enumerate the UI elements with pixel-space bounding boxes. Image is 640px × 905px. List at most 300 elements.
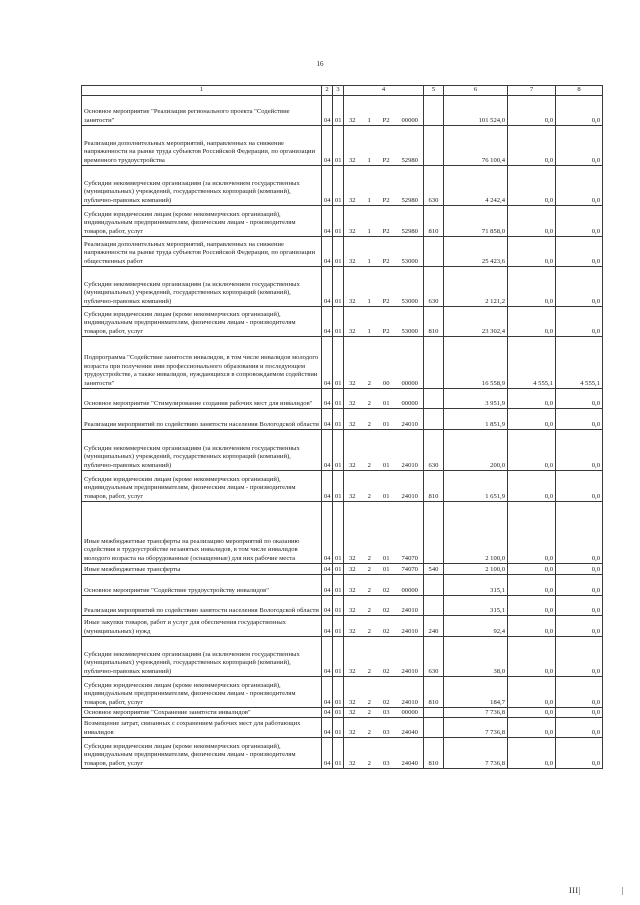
row-csr-cell <box>344 96 424 126</box>
row-gr-cell: 04 <box>322 718 333 738</box>
page-number: 16 <box>316 60 324 68</box>
header-cell: 5 <box>424 86 444 96</box>
row-pz-cell: 01 <box>333 126 344 166</box>
csr-code-part: 02 <box>382 606 390 614</box>
row-gr-cell: 04 <box>322 237 333 267</box>
row-vr-cell <box>424 502 444 564</box>
csr-code-part: 24010 <box>401 667 418 675</box>
row-vr-cell: 810 <box>424 471 444 502</box>
csr-code <box>346 462 421 470</box>
csr-code <box>346 628 421 636</box>
row-pz-cell: 01 <box>333 596 344 616</box>
row-csr-cell <box>344 677 424 708</box>
row-vr-cell: 630 <box>424 166 444 206</box>
row-pz-cell: 01 <box>333 267 344 307</box>
row-vr-cell: 810 <box>424 738 444 769</box>
row-amount-2021-cell: 71 858,0 <box>444 206 508 237</box>
csr-code-part: 52980 <box>401 196 418 204</box>
csr-code-part: P2 <box>382 327 390 335</box>
table-row <box>82 502 603 564</box>
row-amount-2023-cell: 0,0 <box>556 708 603 718</box>
row-pz-cell: 01 <box>333 708 344 718</box>
csr-code-part: 02 <box>382 627 390 635</box>
row-gr-cell: 04 <box>322 502 333 564</box>
row-vr-cell: 630 <box>424 267 444 307</box>
table-row <box>82 126 603 166</box>
row-amount-2023-cell: 0,0 <box>556 126 603 166</box>
csr-code <box>346 587 421 595</box>
csr-code-part: 00000 <box>401 379 418 387</box>
row-name-cell: Реализация мероприятий по содействию занятости населения Вологодской области <box>82 409 322 430</box>
row-name-cell: Основное мероприятие "Реализация регионального проекта "Содействие занятости" <box>82 96 322 126</box>
row-gr-cell: 04 <box>322 708 333 718</box>
table-row <box>82 677 603 708</box>
header-cell: 2 <box>322 86 333 96</box>
row-amount-2023-cell: 0,0 <box>556 718 603 738</box>
table-row <box>82 206 603 237</box>
row-name-cell: Подпрограмма "Содействие занятости инвалидов, в том числе инвалидов молодого возраста при получении ими профессионального образования и последующем трудоустройстве, а также инвалидов, нуждающихся в сопровождаемом содействии занятости" <box>82 337 322 389</box>
row-pz-cell: 01 <box>333 206 344 237</box>
csr-code <box>346 117 421 125</box>
row-vr-cell <box>424 409 444 430</box>
header-cell: 1 <box>82 86 322 96</box>
row-csr-cell <box>344 267 424 307</box>
row-vr-cell <box>424 337 444 389</box>
row-amount-2022-cell: 0,0 <box>508 718 556 738</box>
csr-code <box>346 699 421 707</box>
row-amount-2023-cell: 0,0 <box>556 389 603 409</box>
row-csr-cell <box>344 718 424 738</box>
row-name-cell: Возмещение затрат, связанных с сохранением рабочих мест для работающих инвалидов <box>82 718 322 738</box>
row-pz-cell: 01 <box>333 237 344 267</box>
csr-code-part: 2 <box>367 586 371 594</box>
row-name-cell: Субсидии юридическим лицам (кроме некоммерческих организаций), индивидуальным предпринимателям, физическим лицам - производителям товаров, работ, услуг <box>82 206 322 237</box>
csr-code-part: 32 <box>349 606 356 614</box>
row-vr-cell <box>424 575 444 596</box>
row-name-cell: Основное мероприятие "Сохранение занятости инвалидов" <box>82 708 322 718</box>
csr-code-part: P2 <box>382 196 390 204</box>
csr-code-part: 32 <box>349 698 356 706</box>
row-amount-2021-cell: 315,1 <box>444 575 508 596</box>
row-amount-2023-cell: 0,0 <box>556 564 603 575</box>
row-amount-2022-cell: 0,0 <box>508 637 556 677</box>
row-gr-cell: 04 <box>322 637 333 677</box>
row-gr-cell: 04 <box>322 409 333 430</box>
csr-code-part: 1 <box>367 297 371 305</box>
row-csr-cell <box>344 471 424 502</box>
csr-code-part: 00 <box>382 379 390 387</box>
row-name-cell: Иные межбюджетные трансферты <box>82 564 322 575</box>
csr-code-part: 32 <box>349 554 356 562</box>
table-row <box>82 430 603 471</box>
row-amount-2022-cell: 0,0 <box>508 596 556 616</box>
csr-code <box>346 298 421 306</box>
row-amount-2021-cell: 38,0 <box>444 637 508 677</box>
table-row <box>82 564 603 575</box>
csr-code-part: 32 <box>349 156 356 164</box>
table-row <box>82 166 603 206</box>
row-csr-cell <box>344 616 424 637</box>
csr-code-part: 53000 <box>401 297 418 305</box>
csr-code-part: 02 <box>382 667 390 675</box>
csr-code-part: 2 <box>367 399 371 407</box>
csr-code-part: 32 <box>349 257 356 265</box>
csr-code-part: 1 <box>367 227 371 235</box>
csr-code <box>346 555 421 563</box>
row-amount-2021-cell: 25 423,6 <box>444 237 508 267</box>
csr-code-part: 32 <box>349 227 356 235</box>
row-name-cell: Иные закупки товаров, работ и услуг для обеспечения государственных (муниципальных) нужд <box>82 616 322 637</box>
row-amount-2023-cell: 0,0 <box>556 237 603 267</box>
row-pz-cell: 01 <box>333 430 344 471</box>
csr-code-part: P2 <box>382 156 390 164</box>
row-vr-cell <box>424 708 444 718</box>
table-row <box>82 738 603 769</box>
row-amount-2021-cell: 3 951,9 <box>444 389 508 409</box>
row-csr-cell <box>344 637 424 677</box>
row-name-cell: Основное мероприятие "Стимулирование создания рабочих мест для инвалидов" <box>82 389 322 409</box>
csr-code-part: 1 <box>367 116 371 124</box>
row-amount-2023-cell: 0,0 <box>556 307 603 337</box>
csr-code-part: 32 <box>349 399 356 407</box>
row-amount-2021-cell: 1 651,9 <box>444 471 508 502</box>
row-amount-2022-cell: 0,0 <box>508 738 556 769</box>
row-name-cell: Субсидии юридическим лицам (кроме некоммерческих организаций), индивидуальным предпринимателям, физическим лицам - производителям товаров, работ, услуг <box>82 738 322 769</box>
row-amount-2021-cell: 7 736,8 <box>444 738 508 769</box>
table-row <box>82 596 603 616</box>
row-gr-cell: 04 <box>322 575 333 596</box>
row-amount-2021-cell: 1 851,9 <box>444 409 508 430</box>
row-csr-cell <box>344 596 424 616</box>
row-amount-2021-cell: 2 100,0 <box>444 502 508 564</box>
table-row <box>82 637 603 677</box>
budget-table <box>81 85 603 769</box>
row-pz-cell: 01 <box>333 718 344 738</box>
csr-code-part: 2 <box>367 606 371 614</box>
csr-code-part: 2 <box>367 708 371 716</box>
row-gr-cell: 04 <box>322 307 333 337</box>
csr-code <box>346 729 421 737</box>
csr-code <box>346 760 421 768</box>
row-vr-cell <box>424 96 444 126</box>
footer-mark: III| <box>569 886 581 895</box>
csr-code <box>346 197 421 205</box>
row-amount-2022-cell: 0,0 <box>508 564 556 575</box>
csr-code-part: 53000 <box>401 257 418 265</box>
csr-code-part: 2 <box>367 565 371 573</box>
csr-code-part: 52980 <box>401 156 418 164</box>
csr-code-part: 2 <box>367 627 371 635</box>
csr-code-part: 03 <box>382 728 390 736</box>
footer-tick: | <box>622 886 624 895</box>
csr-code-part: 00000 <box>401 708 418 716</box>
row-pz-cell: 01 <box>333 166 344 206</box>
row-gr-cell: 04 <box>322 430 333 471</box>
row-amount-2021-cell: 23 302,4 <box>444 307 508 337</box>
row-amount-2023-cell: 0,0 <box>556 502 603 564</box>
row-csr-cell <box>344 126 424 166</box>
csr-code <box>346 566 421 574</box>
row-amount-2021-cell: 2 121,2 <box>444 267 508 307</box>
row-vr-cell: 810 <box>424 206 444 237</box>
row-amount-2022-cell: 0,0 <box>508 677 556 708</box>
csr-code-part: 2 <box>367 420 371 428</box>
row-amount-2023-cell: 0,0 <box>556 471 603 502</box>
csr-code-part: 74070 <box>401 565 418 573</box>
row-amount-2023-cell: 0,0 <box>556 575 603 596</box>
csr-code-part: 00000 <box>401 116 418 124</box>
csr-code-part: 24010 <box>401 698 418 706</box>
csr-code <box>346 400 421 408</box>
row-amount-2023-cell: 0,0 <box>556 409 603 430</box>
table-row <box>82 718 603 738</box>
row-csr-cell <box>344 237 424 267</box>
csr-code-part: 32 <box>349 420 356 428</box>
row-gr-cell: 04 <box>322 206 333 237</box>
header-cell: 6 <box>444 86 508 96</box>
table-row <box>82 471 603 502</box>
row-amount-2021-cell: 4 242,4 <box>444 166 508 206</box>
csr-code-part: 1 <box>367 196 371 204</box>
row-amount-2023-cell: 0,0 <box>556 267 603 307</box>
csr-code-part: 01 <box>382 565 390 573</box>
csr-code-part: 00000 <box>401 586 418 594</box>
row-amount-2023-cell: 0,0 <box>556 596 603 616</box>
row-pz-cell: 01 <box>333 616 344 637</box>
csr-code-part: 24040 <box>401 728 418 736</box>
csr-code-part: 32 <box>349 492 356 500</box>
row-amount-2023-cell: 0,0 <box>556 637 603 677</box>
csr-code-part: P2 <box>382 257 390 265</box>
row-amount-2022-cell: 0,0 <box>508 307 556 337</box>
csr-code <box>346 668 421 676</box>
csr-code-part: 32 <box>349 461 356 469</box>
csr-code-part: 32 <box>349 728 356 736</box>
table-row <box>82 575 603 596</box>
header-cell: 3 <box>333 86 344 96</box>
row-amount-2022-cell: 0,0 <box>508 166 556 206</box>
row-name-cell: Субсидии юридическим лицам (кроме некоммерческих организаций), индивидуальным предпринимателям, физическим лицам - производителям товаров, работ, услуг <box>82 307 322 337</box>
csr-code-part: 03 <box>382 759 390 767</box>
row-vr-cell: 810 <box>424 677 444 708</box>
row-amount-2022-cell: 0,0 <box>508 502 556 564</box>
row-amount-2022-cell: 0,0 <box>508 389 556 409</box>
row-csr-cell <box>344 564 424 575</box>
csr-code <box>346 157 421 165</box>
csr-code <box>346 228 421 236</box>
csr-code-part: 32 <box>349 759 356 767</box>
row-amount-2023-cell: 0,0 <box>556 430 603 471</box>
csr-code-part: 01 <box>382 554 390 562</box>
row-csr-cell <box>344 166 424 206</box>
row-amount-2021-cell: 315,1 <box>444 596 508 616</box>
row-vr-cell <box>424 718 444 738</box>
row-amount-2022-cell: 0,0 <box>508 96 556 126</box>
row-gr-cell: 04 <box>322 596 333 616</box>
row-vr-cell <box>424 126 444 166</box>
row-amount-2023-cell: 0,0 <box>556 206 603 237</box>
row-pz-cell: 01 <box>333 738 344 769</box>
row-pz-cell: 01 <box>333 575 344 596</box>
row-amount-2021-cell: 2 100,0 <box>444 564 508 575</box>
table-row <box>82 389 603 409</box>
csr-code-part: 32 <box>349 565 356 573</box>
row-amount-2022-cell: 0,0 <box>508 409 556 430</box>
header-cell: 4 <box>344 86 424 96</box>
csr-code-part: 24010 <box>401 606 418 614</box>
row-amount-2021-cell: 76 100,4 <box>444 126 508 166</box>
row-gr-cell: 04 <box>322 126 333 166</box>
csr-code-part: 24010 <box>401 492 418 500</box>
table-header-row <box>82 86 603 96</box>
table-row <box>82 337 603 389</box>
row-name-cell: Субсидии некоммерческим организациям (за исключением государственных (муниципальных) учреждений, государственных корпораций (компаний), публично-правовых компаний) <box>82 637 322 677</box>
table-row <box>82 616 603 637</box>
row-amount-2021-cell: 16 558,9 <box>444 337 508 389</box>
row-pz-cell: 01 <box>333 564 344 575</box>
csr-code-part: P2 <box>382 297 390 305</box>
row-gr-cell: 04 <box>322 616 333 637</box>
csr-code <box>346 709 421 717</box>
row-amount-2021-cell: 200,0 <box>444 430 508 471</box>
row-amount-2022-cell: 4 555,1 <box>508 337 556 389</box>
row-amount-2022-cell: 0,0 <box>508 206 556 237</box>
row-gr-cell: 04 <box>322 267 333 307</box>
row-name-cell: Иные межбюджетные трансферты на реализацию мероприятий по оказанию содействия в трудоустройстве незанятых инвалидов, в том числе инвалидов молодого возраста на оборудованные (оснащенные) для них рабочие места <box>82 502 322 564</box>
row-pz-cell: 01 <box>333 96 344 126</box>
row-amount-2022-cell: 0,0 <box>508 616 556 637</box>
csr-code-part: 32 <box>349 327 356 335</box>
csr-code-part: 01 <box>382 461 390 469</box>
row-pz-cell: 01 <box>333 389 344 409</box>
row-vr-cell: 540 <box>424 564 444 575</box>
csr-code-part: 24040 <box>401 759 418 767</box>
row-csr-cell <box>344 409 424 430</box>
row-amount-2023-cell: 0,0 <box>556 738 603 769</box>
row-amount-2021-cell: 101 524,0 <box>444 96 508 126</box>
row-name-cell: Основное мероприятие "Содействие трудоустройству инвалидов" <box>82 575 322 596</box>
csr-code-part: 01 <box>382 399 390 407</box>
row-vr-cell: 630 <box>424 430 444 471</box>
csr-code-part: 74070 <box>401 554 418 562</box>
row-vr-cell: 810 <box>424 307 444 337</box>
csr-code-part: 24010 <box>401 420 418 428</box>
row-amount-2023-cell: 0,0 <box>556 96 603 126</box>
row-gr-cell: 04 <box>322 677 333 708</box>
row-name-cell: Субсидии некоммерческим организациям (за исключением государственных (муниципальных) учреждений, государственных корпораций (компаний), публично-правовых компаний) <box>82 430 322 471</box>
csr-code-part: 2 <box>367 492 371 500</box>
csr-code <box>346 328 421 336</box>
csr-code <box>346 421 421 429</box>
row-name-cell: Реализация дополнительных мероприятий, направленных на снижение напряженности на рынке труда субъектов Российской Федерации, по организации временного трудоустройства <box>82 126 322 166</box>
row-vr-cell: 240 <box>424 616 444 637</box>
row-pz-cell: 01 <box>333 409 344 430</box>
csr-code-part: 2 <box>367 728 371 736</box>
row-amount-2022-cell: 0,0 <box>508 708 556 718</box>
header-cell: 7 <box>508 86 556 96</box>
csr-code-part: 32 <box>349 116 356 124</box>
csr-code <box>346 607 421 615</box>
row-name-cell: Субсидии некоммерческим организациям (за исключением государственных (муниципальных) учреждений, государственных корпораций (компаний), публично-правовых компаний) <box>82 166 322 206</box>
row-name-cell: Субсидии некоммерческим организациям (за исключением государственных (муниципальных) учреждений, государственных корпораций (компаний), публично-правовых компаний) <box>82 267 322 307</box>
row-gr-cell: 04 <box>322 96 333 126</box>
row-vr-cell <box>424 389 444 409</box>
table-row <box>82 267 603 307</box>
row-csr-cell <box>344 738 424 769</box>
csr-code-part: 24010 <box>401 461 418 469</box>
header-cell: 8 <box>556 86 603 96</box>
row-amount-2022-cell: 0,0 <box>508 575 556 596</box>
table-row <box>82 307 603 337</box>
row-amount-2023-cell: 0,0 <box>556 166 603 206</box>
csr-code-part: 2 <box>367 554 371 562</box>
row-amount-2021-cell: 7 736,8 <box>444 708 508 718</box>
row-name-cell: Субсидии юридическим лицам (кроме некоммерческих организаций), индивидуальным предпринимателям, физическим лицам - производителям товаров, работ, услуг <box>82 677 322 708</box>
row-gr-cell: 04 <box>322 471 333 502</box>
row-gr-cell: 04 <box>322 166 333 206</box>
table-row <box>82 237 603 267</box>
row-csr-cell <box>344 337 424 389</box>
csr-code-part: 1 <box>367 156 371 164</box>
row-gr-cell: 04 <box>322 738 333 769</box>
csr-code-part: 01 <box>382 420 390 428</box>
row-vr-cell: 630 <box>424 637 444 677</box>
row-amount-2022-cell: 0,0 <box>508 430 556 471</box>
csr-code-part: 1 <box>367 327 371 335</box>
row-amount-2022-cell: 0,0 <box>508 126 556 166</box>
csr-code-part: 53000 <box>401 327 418 335</box>
row-amount-2022-cell: 0,0 <box>508 237 556 267</box>
row-pz-cell: 01 <box>333 677 344 708</box>
row-name-cell: Реализация мероприятий по содействию занятости населения Вологодской области <box>82 596 322 616</box>
csr-code-part: 2 <box>367 461 371 469</box>
csr-code-part: 32 <box>349 297 356 305</box>
row-name-cell: Реализация дополнительных мероприятий, направленных на снижение напряженности на рынке труда субъектов Российской Федерации, по организации общественных работ <box>82 237 322 267</box>
csr-code-part: 2 <box>367 379 371 387</box>
csr-code-part: 32 <box>349 196 356 204</box>
row-amount-2021-cell: 184,7 <box>444 677 508 708</box>
row-amount-2023-cell: 0,0 <box>556 677 603 708</box>
row-pz-cell: 01 <box>333 637 344 677</box>
csr-code-part: 1 <box>367 257 371 265</box>
row-name-cell: Субсидии юридическим лицам (кроме некоммерческих организаций), индивидуальным предпринимателям, физическим лицам - производителям товаров, работ, услуг <box>82 471 322 502</box>
table-row <box>82 708 603 718</box>
csr-code-part: 2 <box>367 759 371 767</box>
csr-code-part: 2 <box>367 698 371 706</box>
csr-code-part: 00000 <box>401 399 418 407</box>
csr-code-part: P2 <box>382 116 390 124</box>
csr-code-part: 32 <box>349 627 356 635</box>
row-csr-cell <box>344 575 424 596</box>
csr-code-part: 52980 <box>401 227 418 235</box>
row-csr-cell <box>344 430 424 471</box>
row-csr-cell <box>344 206 424 237</box>
csr-code-part: 02 <box>382 586 390 594</box>
csr-code-part: 2 <box>367 667 371 675</box>
csr-code-part: 32 <box>349 667 356 675</box>
row-pz-cell: 01 <box>333 337 344 389</box>
row-pz-cell: 01 <box>333 307 344 337</box>
row-amount-2023-cell: 4 555,1 <box>556 337 603 389</box>
row-gr-cell: 04 <box>322 337 333 389</box>
csr-code-part: 03 <box>382 708 390 716</box>
row-csr-cell <box>344 502 424 564</box>
row-amount-2022-cell: 0,0 <box>508 471 556 502</box>
csr-code-part: 24010 <box>401 627 418 635</box>
csr-code-part: 02 <box>382 698 390 706</box>
row-csr-cell <box>344 389 424 409</box>
row-amount-2023-cell: 0,0 <box>556 616 603 637</box>
